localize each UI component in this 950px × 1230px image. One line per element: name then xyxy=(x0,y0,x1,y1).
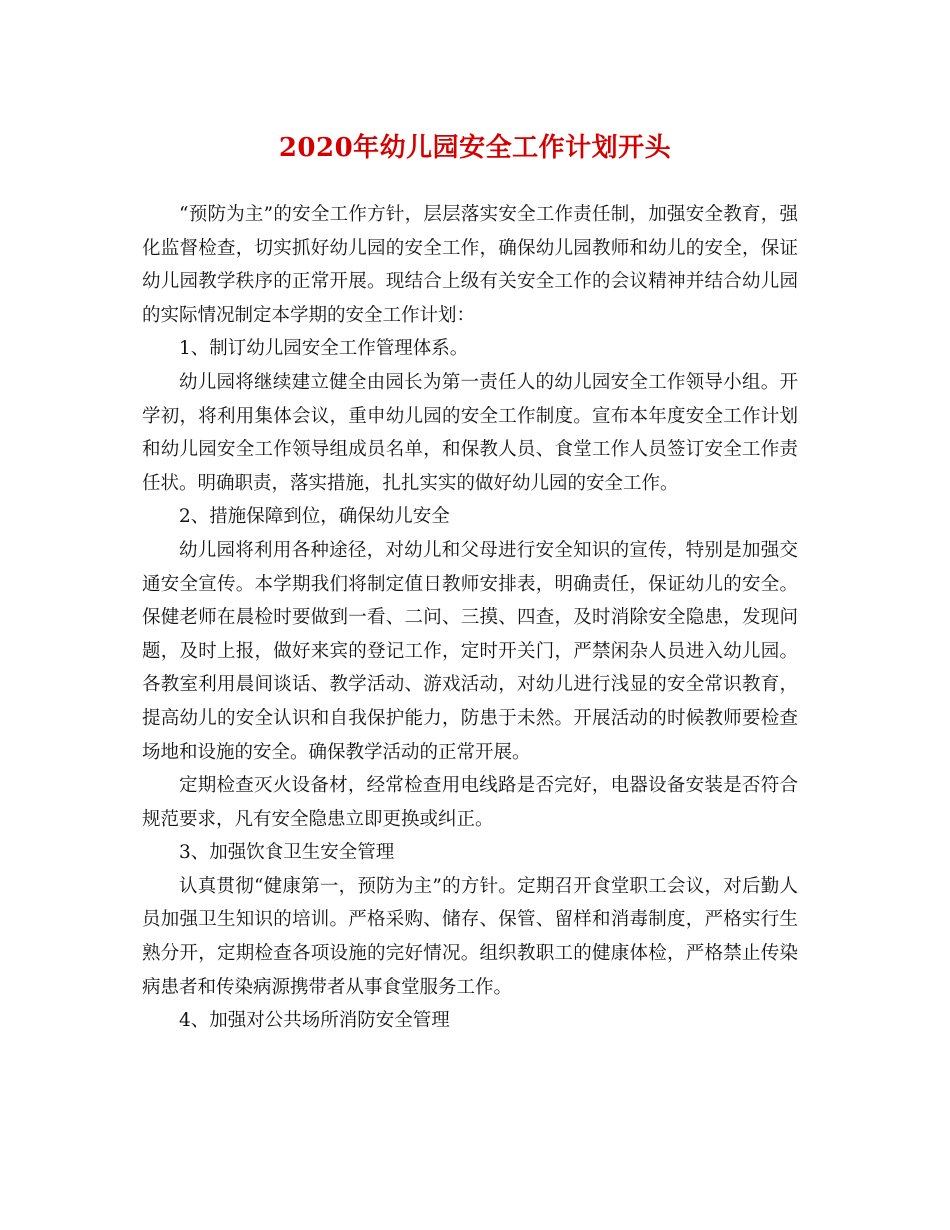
paragraph-intro: “预防为主”的安全工作方针，层层落实安全工作责任制，加强安全教育，强化监督检查，切实抓好幼儿园的安全工作，确保幼儿园教师和幼儿的安全，保证幼儿园教学秩序的正常开展。现结合上级有关安全工作的会议精神并结合幼儿园的实际情况制定本学期的安全工作计划： xyxy=(142,204,798,326)
section-heading-1: 1、制订幼儿园安全工作管理体系。 xyxy=(179,338,469,360)
section-heading-2: 2、措施保障到位，确保幼儿安全 xyxy=(179,506,450,528)
section-heading-4: 4、加强对公共场所消防安全管理 xyxy=(179,1010,450,1032)
document-title: 2020年幼儿园安全工作计划开头 xyxy=(278,133,672,163)
section-heading-3: 3、加强饮食卫生安全管理 xyxy=(179,842,395,864)
paragraph-section-3: 认真贯彻“健康第一，预防为主”的方针。定期召开食堂职工会议，对后勤人员加强卫生知识的培训。严格采购、储存、保管、留样和消毒制度，严格实行生熟分开，定期检查各项设施的完好情况。组织教职工的健康体检，严格禁止传染病患者和传染病源携带者从事食堂服务工作。 xyxy=(142,875,798,998)
paragraph-fire-equipment: 定期检查灭火设备材，经常检查用电线路是否完好，电器设备安装是否符合规范要求，凡有安全隐患立即更换或纠正。 xyxy=(142,775,798,830)
paragraph-section-1: 幼儿园将继续建立健全由园长为第一责任人的幼儿园安全工作领导小组。开学初，将利用集体会议，重申幼儿园的安全工作制度。宣布本年度安全工作计划和幼儿园安全工作领导组成员名单，和保教人员、食堂工作人员签订安全工作责任状。明确职责，落实措施，扎扎实实的做好幼儿园的安全工作。 xyxy=(142,371,798,494)
document-body xyxy=(142,198,798,1038)
paragraph-section-2: 幼儿园将利用各种途径，对幼儿和父母进行安全知识的宣传，特别是加强交通安全宣传。本学期我们将制定值日教师安排表，明确责任，保证幼儿的安全。保健老师在晨检时要做到一看、二问、三摸、四查，及时消除安全隐患，发现问题，及时上报，做好来宾的登记工作，定时开关门，严禁闲杂人员进入幼儿园。各教室利用晨间谈话、教学活动、游戏活动，对幼儿进行浅显的安全常识教育，提高幼儿的安全认识和自我保护能力，防患于未然。开展活动的时候教师要检查场地和设施的安全。确保教学活动的正常开展。 xyxy=(142,539,798,763)
